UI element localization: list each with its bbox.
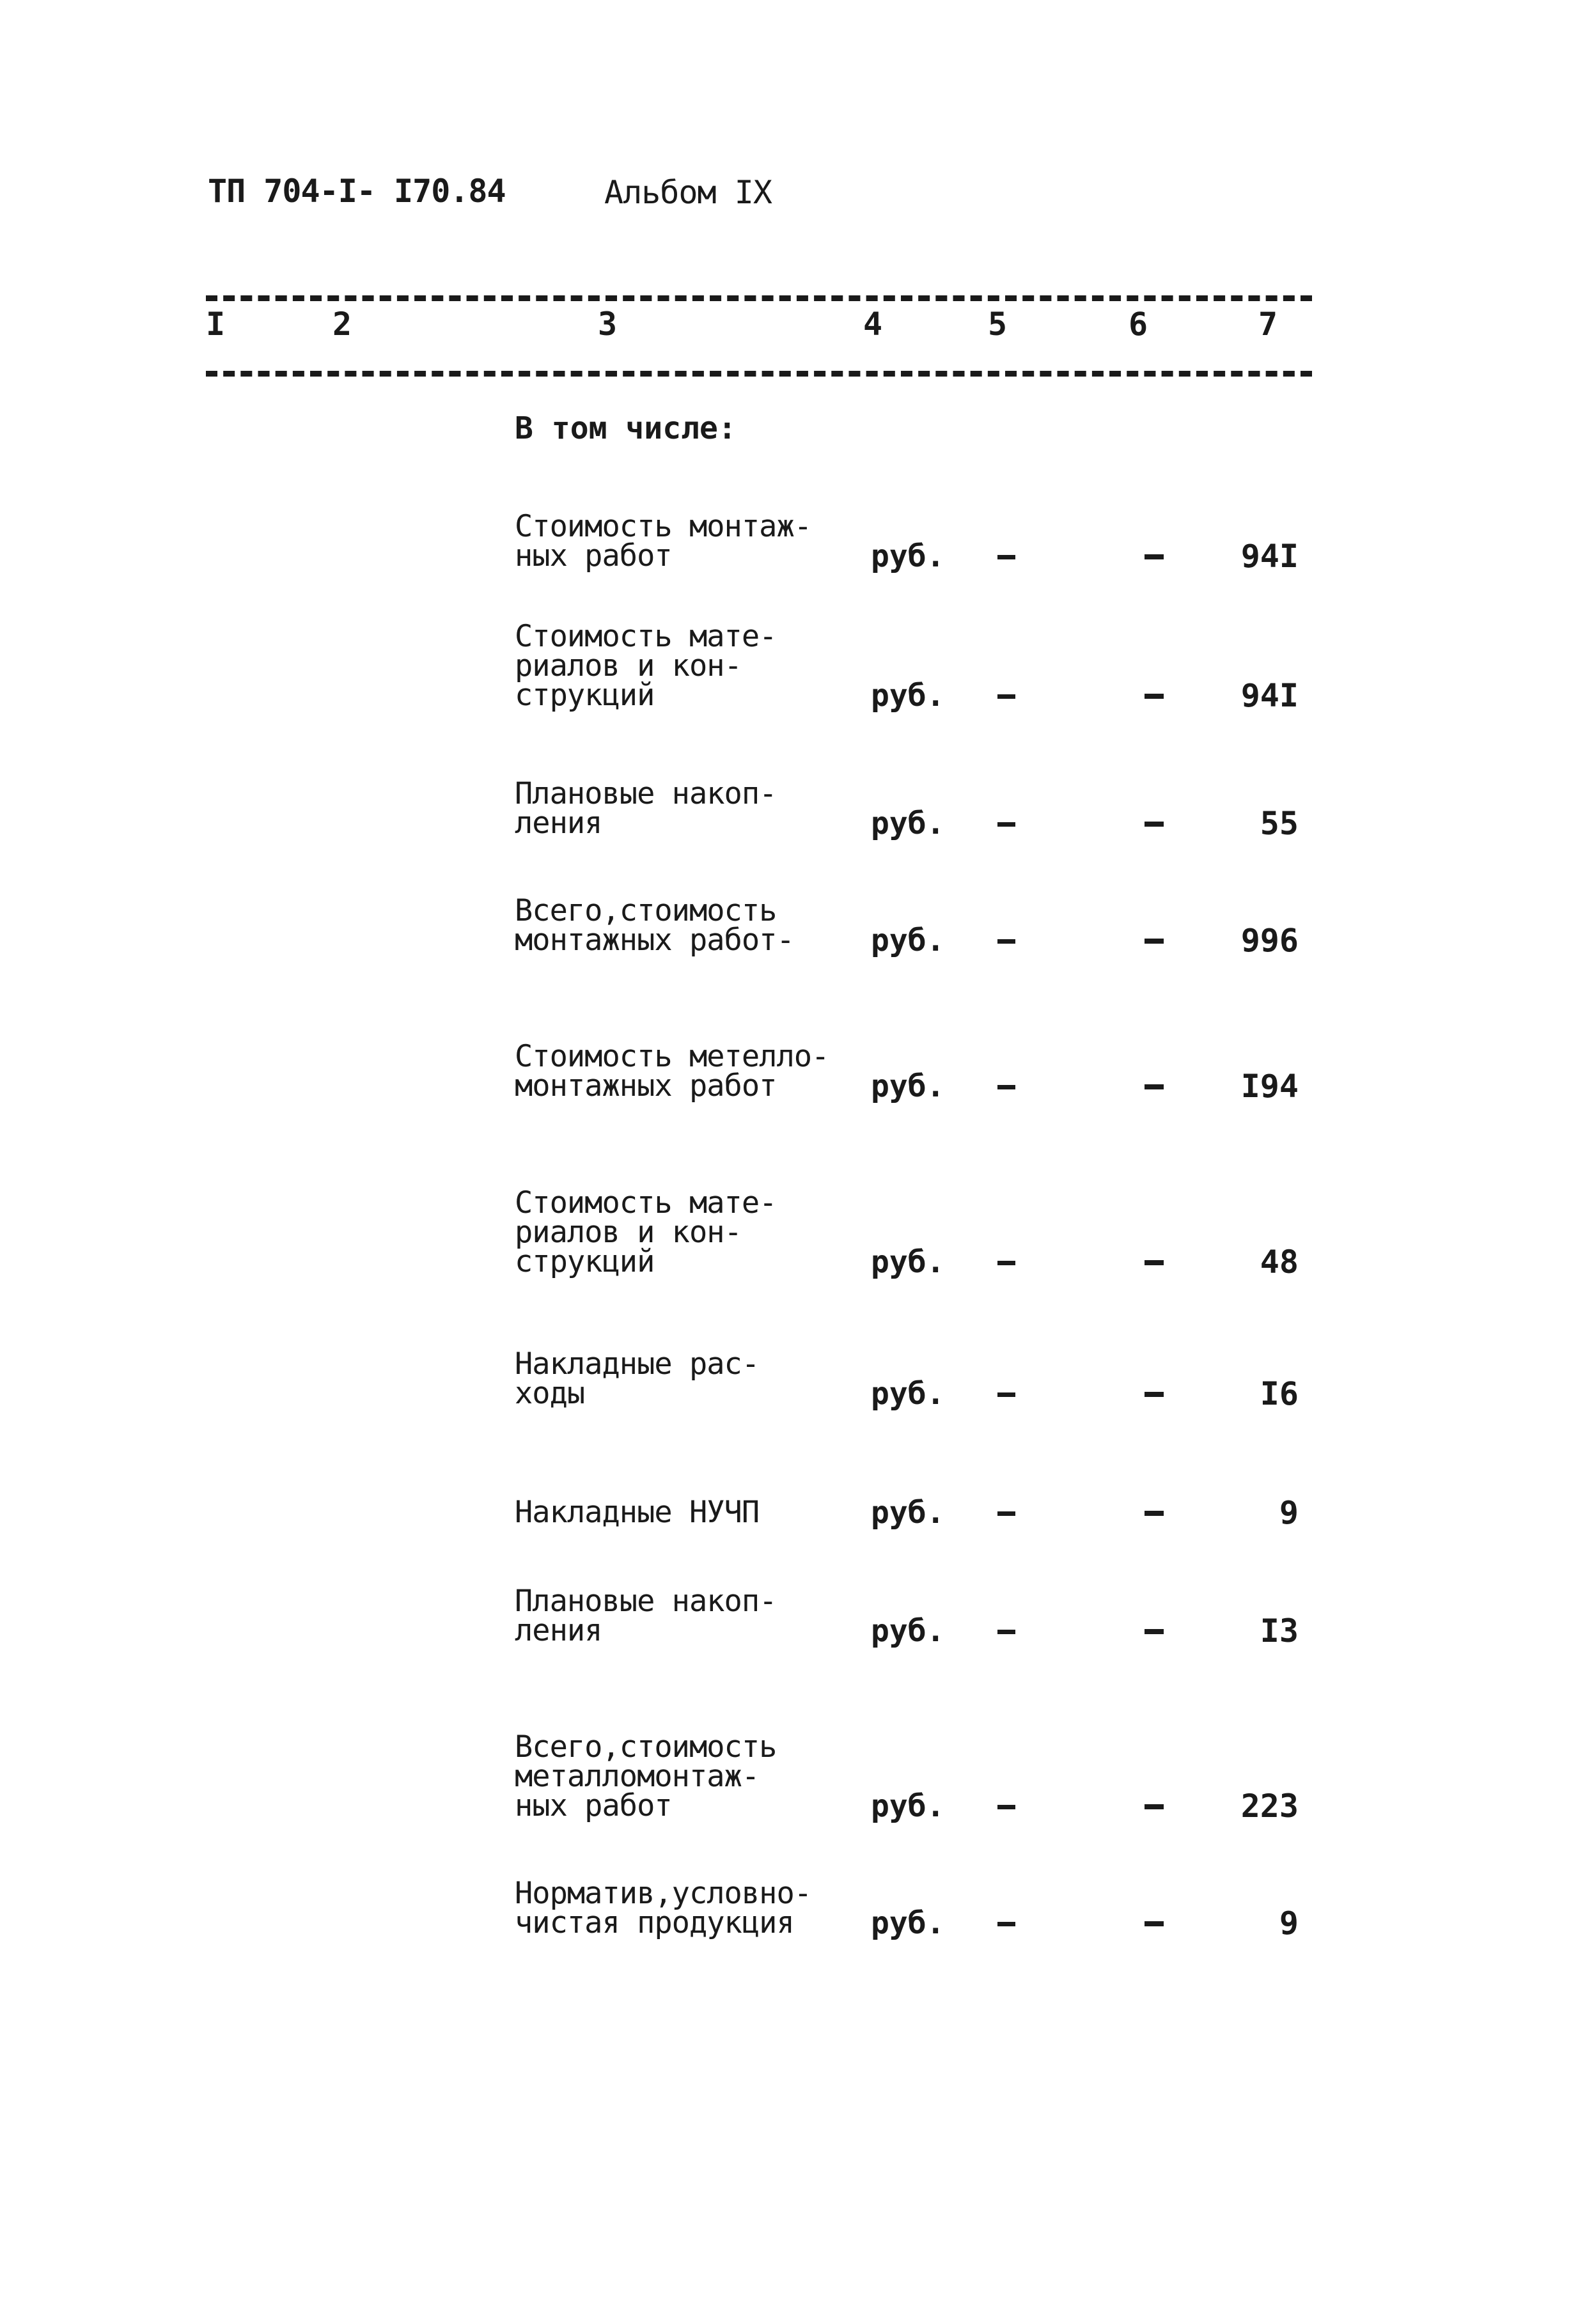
row-value: 55: [1260, 805, 1299, 842]
row-unit: руб.: [871, 1905, 945, 1941]
row-description: Стоимость монтаж- ных работ: [515, 509, 812, 573]
row-value: 48: [1260, 1244, 1299, 1281]
column-number-2: 2: [332, 306, 352, 343]
document-code: ТП 704-I- I70.84: [208, 173, 506, 210]
row-unit: руб.: [871, 1244, 945, 1280]
row-description: Стоимость мате- риалов и кон- струкций: [515, 619, 777, 713]
row-unit: руб.: [871, 923, 945, 958]
row-unit: руб.: [871, 1068, 945, 1104]
row-description: Норматив,условно- чистая продукция: [515, 1876, 812, 1940]
row-unit: руб.: [871, 1613, 945, 1649]
row-value: 9: [1279, 1494, 1299, 1531]
column-number-4: 4: [863, 306, 883, 343]
column-number-1: I: [206, 306, 226, 343]
row-value: 996: [1240, 922, 1299, 959]
column-6-dash: [1145, 1921, 1164, 1926]
row-description: Всего,стоимость монтажных работ-: [515, 893, 794, 958]
row-unit: руб.: [871, 806, 945, 841]
row-value: 94I: [1240, 677, 1299, 714]
album-label: Альбом IX: [604, 174, 772, 211]
row-description: Стоимость метелло- монтажных работ: [515, 1039, 829, 1104]
row-description: Плановые накоп- ления: [515, 1584, 777, 1648]
row-description: Накладные НУЧП: [515, 1495, 760, 1530]
row-value: I6: [1260, 1375, 1299, 1412]
row-unit: руб.: [871, 1376, 945, 1412]
column-number-3: 3: [598, 306, 618, 343]
row-description: Всего,стоимость металломонтаж- ных работ: [515, 1729, 777, 1823]
column-5-dash: [997, 1922, 1015, 1926]
row-value: I94: [1240, 1068, 1299, 1105]
row-description: Плановые накоп- ления: [515, 776, 777, 841]
row-unit: руб.: [871, 1495, 945, 1531]
column-number-5: 5: [988, 306, 1008, 343]
row-description: Стоимость мате- риалов и кон- струкций: [515, 1185, 777, 1279]
row-unit: руб.: [871, 1788, 945, 1824]
row-unit: руб.: [871, 678, 945, 714]
row-value: 94I: [1240, 538, 1299, 575]
column-number-7: 7: [1258, 306, 1278, 343]
intro-text: В том числе:: [515, 410, 737, 446]
row-description: Накладные рас- ходы: [515, 1346, 760, 1411]
row-unit: руб.: [871, 538, 945, 574]
row-value: 223: [1240, 1788, 1299, 1825]
column-number-6: 6: [1129, 306, 1148, 343]
row-value: 9: [1279, 1905, 1299, 1942]
row-value: I3: [1260, 1612, 1299, 1649]
